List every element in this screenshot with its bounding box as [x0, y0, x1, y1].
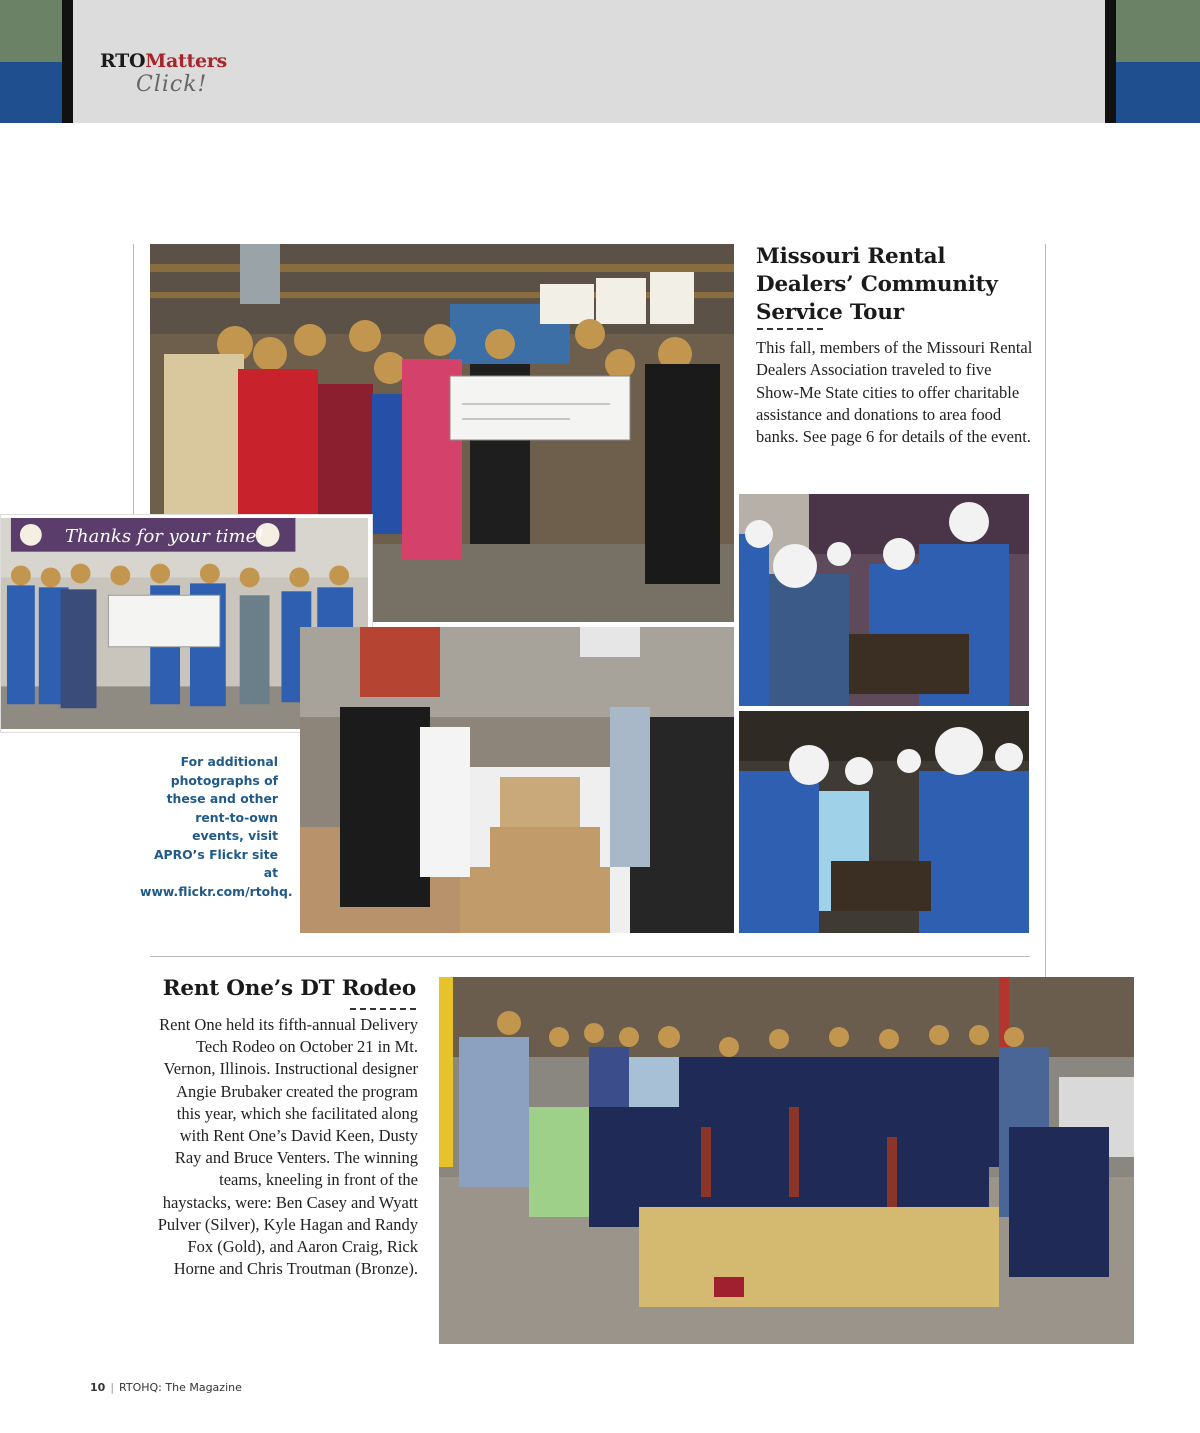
brand-part2: Matters	[145, 50, 227, 72]
thanks-banner-text: Thanks for your time!	[65, 526, 264, 547]
publication-name: RTOHQ: The Magazine	[119, 1381, 242, 1394]
missouri-heading: Missouri Rental Dealers’ Community Service Tour	[756, 244, 998, 325]
photo-food-packing-hairnets-2	[739, 711, 1029, 933]
header-panel	[73, 0, 1105, 123]
brand-subtitle: Click!	[136, 72, 208, 97]
rodeo-heading: Rent One’s DT Rodeo	[162, 976, 416, 1001]
header-band-green-left	[0, 0, 62, 62]
section-divider	[150, 956, 1030, 957]
photo-packing-line	[300, 627, 734, 933]
header-band-blue-right	[1116, 62, 1200, 123]
rodeo-heading-dashes	[350, 1008, 416, 1010]
header-band-green-right	[1116, 0, 1200, 62]
column-rule-left	[133, 244, 134, 515]
missouri-body: This fall, members of the Missouri Rental Dealers Association traveled to five Show-Me State cities to offer charitable assistance and donations to area food banks. See page 6 for details of the event.	[756, 338, 1033, 447]
header-bar-right	[1105, 0, 1116, 123]
page-number: 10	[90, 1381, 106, 1394]
brand-part1: RTO	[100, 50, 146, 72]
column-rule-right	[1045, 244, 1046, 978]
rodeo-body: Rent One held its fifth-annual Delivery Tech Rodeo on October 21 in Mt. Vernon, Illinois. Instructional designer Angie Brubaker created the program this year, which she facilitated along with Rent One’s David Keen, Dusty Ray and Bruce Venters. The winning teams, kneeling in front of the haystacks, were: Ben Casey and Wyatt Pulver (Silver), Kyle Hagan and Randy Fox (Gold), and Aaron Craig, Rick Horne and Chris Troutman (Bronze).	[157, 1015, 418, 1279]
page-footer	[90, 1381, 242, 1394]
section-brand	[100, 50, 227, 72]
photo-food-packing-hairnets-1	[739, 494, 1029, 706]
photo-rent-one-rodeo	[439, 977, 1134, 1344]
flickr-caption: For additional photographs of these and other rent-to-own events, visit APRO’s Flickr site at www.flickr.com/rtohq.	[140, 754, 293, 899]
missouri-heading-dashes	[757, 328, 823, 330]
footer-separator: |	[110, 1381, 115, 1394]
header-bar-left	[62, 0, 73, 123]
header-band-blue-left	[0, 62, 62, 123]
